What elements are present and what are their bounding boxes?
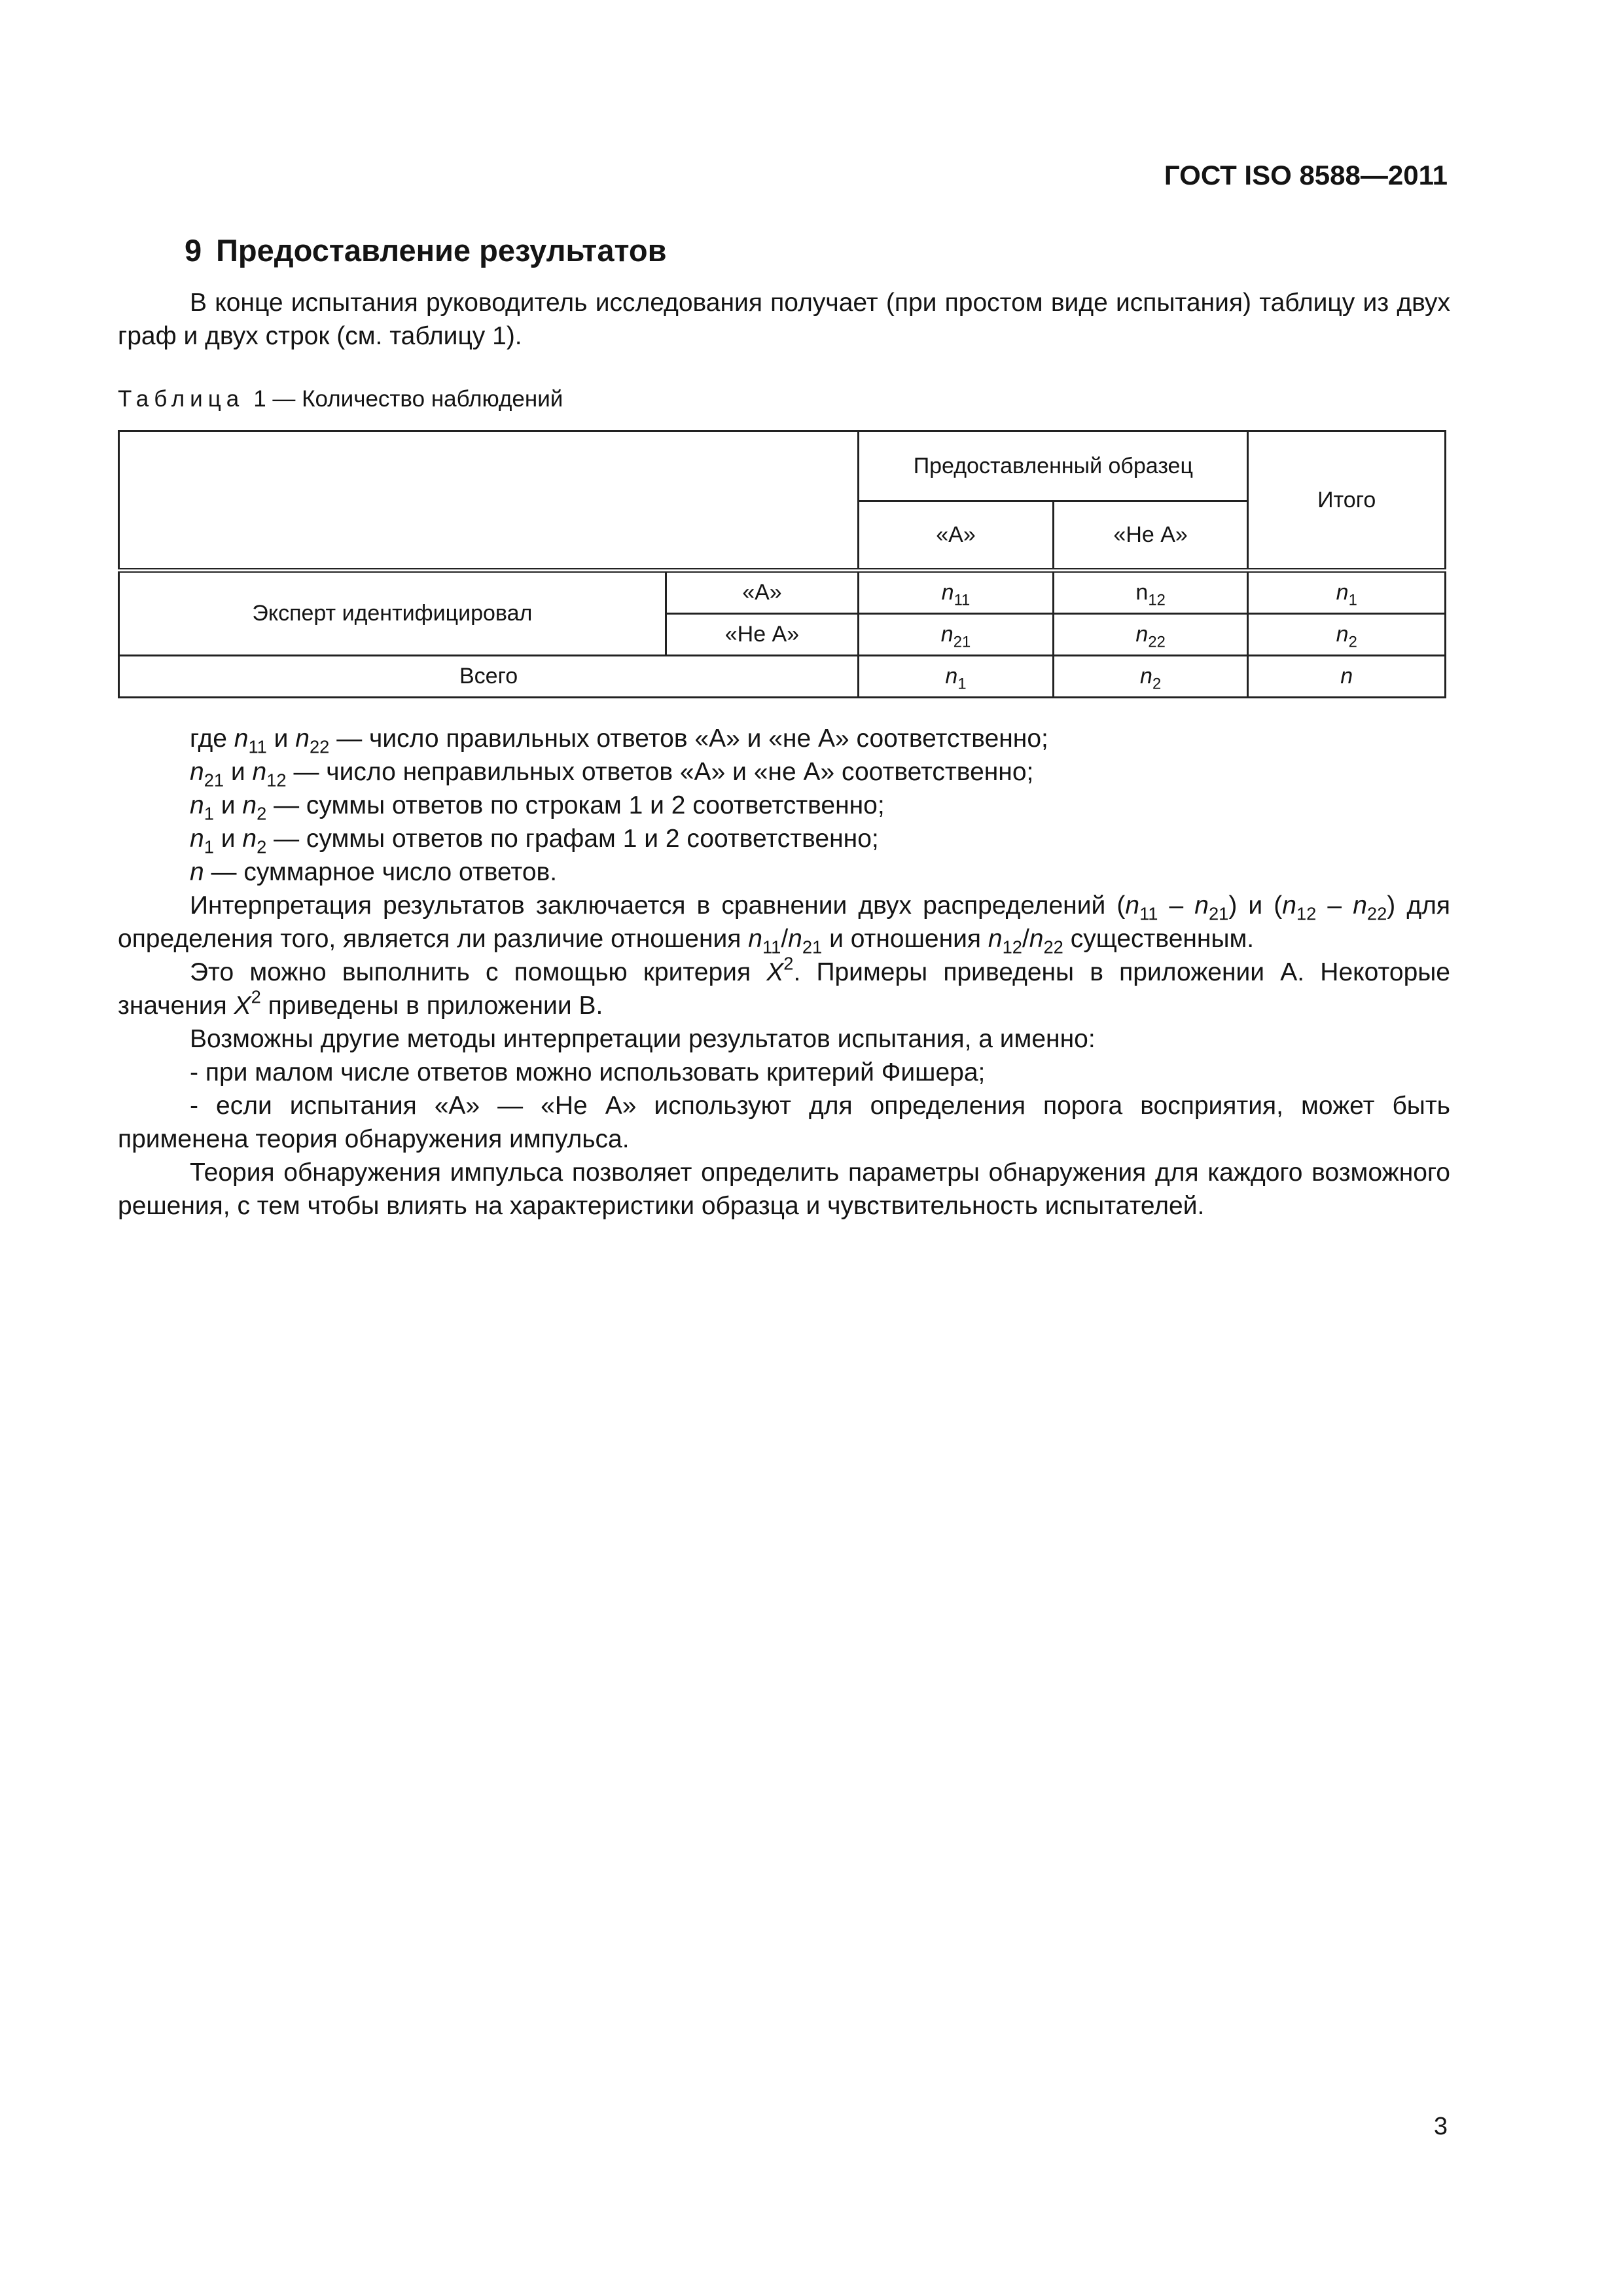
table-cell: n (1248, 656, 1446, 698)
table-cell: $n_2$ (1053, 656, 1248, 698)
observations-table (118, 430, 1446, 698)
table-cell: $n_{21}$ (859, 614, 1054, 656)
table-row (119, 656, 1446, 698)
standard-code: ГОСТ ISO 8588—2011 (1164, 160, 1448, 190)
table-cell: $n_{12}$ (1053, 571, 1248, 614)
legend-line: $n_1$ и $n_2$ — суммы ответов по строкам 1 и 2 соответственно; (190, 791, 885, 824)
table-cell: $n_{11}$ (859, 571, 1054, 614)
table-row-label-a: «А» (666, 571, 858, 614)
methods-paragraph: Возможны другие методы интерпретации результатов испытания, а именно: (190, 1025, 1096, 1053)
section-heading (185, 232, 666, 268)
legend-line: где $n_{11}$ и $n_{22}$ — число правильных ответов «А» и «не А» соответственно; (190, 725, 1048, 757)
interpretation-paragraph: Интерпретация результатов заключается в сравнении двух распределений $(n_{11} - n_{21})$ и $(n_{12} - n_{22})$ для определения того, является ли различие отношения $n_{11}/n_{21}$ и отношения $n_{12}/n_{22}$ существенным. (118, 891, 1450, 958)
table-header-col-a: «А» (859, 501, 1054, 571)
table-caption (118, 386, 563, 412)
theory-paragraph: Теория обнаружения импульса позволяет определить параметры обнаружения для каждого возможного решения, с тем чтобы влиять на характеристики образца и чувствительность испытателей. (118, 1158, 1450, 1220)
legend-line: $n_1$ и $n_2$ — суммы ответов по графам 1 и 2 соответственно; (190, 825, 879, 857)
table-header-col-not-a: «Не А» (1053, 501, 1248, 571)
bullet-item: - при малом числе ответов можно использовать критерий Фишера; (190, 1058, 986, 1086)
legend-line: $n_{21}$ и $n_{12}$ — число неправильных ответов «А» и «не А» соответственно; (190, 758, 1034, 791)
table-header-total: Итого (1248, 431, 1446, 571)
table-header-group: Предоставленный образец (859, 431, 1248, 501)
bullet-item: - если испытания «А» — «Не А» используют для определения порога восприятия, может быть применена теория обнаружения импульса. (118, 1092, 1450, 1153)
section-number: 9 (185, 233, 202, 268)
table-cell: $n_1$ (1248, 571, 1446, 614)
table-cell: $n_1$ (859, 656, 1054, 698)
page-number: 3 (1433, 2113, 1448, 2140)
table-caption-word: Таблица (118, 386, 245, 412)
table-row-group-label: Эксперт идентифицировал (119, 571, 666, 656)
intro-paragraph: В конце испытания руководитель исследования получает (при простом виде испытания) таблицу из двух граф и двух строк (см. таблицу 1). (118, 289, 1450, 350)
chi-square-paragraph: Это можно выполнить с помощью критерия $X^2$. Примеры приведены в приложении А. Некоторые значения $X^2$ приведены в приложении В. (118, 953, 1450, 1020)
table-caption-title: 1 — Количество наблюдений (253, 386, 563, 412)
table-corner-cell (119, 431, 859, 571)
table-row (119, 571, 1446, 614)
table-row-label-not-a: «Не А» (666, 614, 858, 656)
section-title: Предоставление результатов (216, 233, 667, 268)
legend-line: n — суммарное число ответов. (190, 858, 558, 886)
table-cell: $n_2$ (1248, 614, 1446, 656)
table-row-label-total: Всего (119, 656, 859, 698)
table-cell: $n_{22}$ (1053, 614, 1248, 656)
